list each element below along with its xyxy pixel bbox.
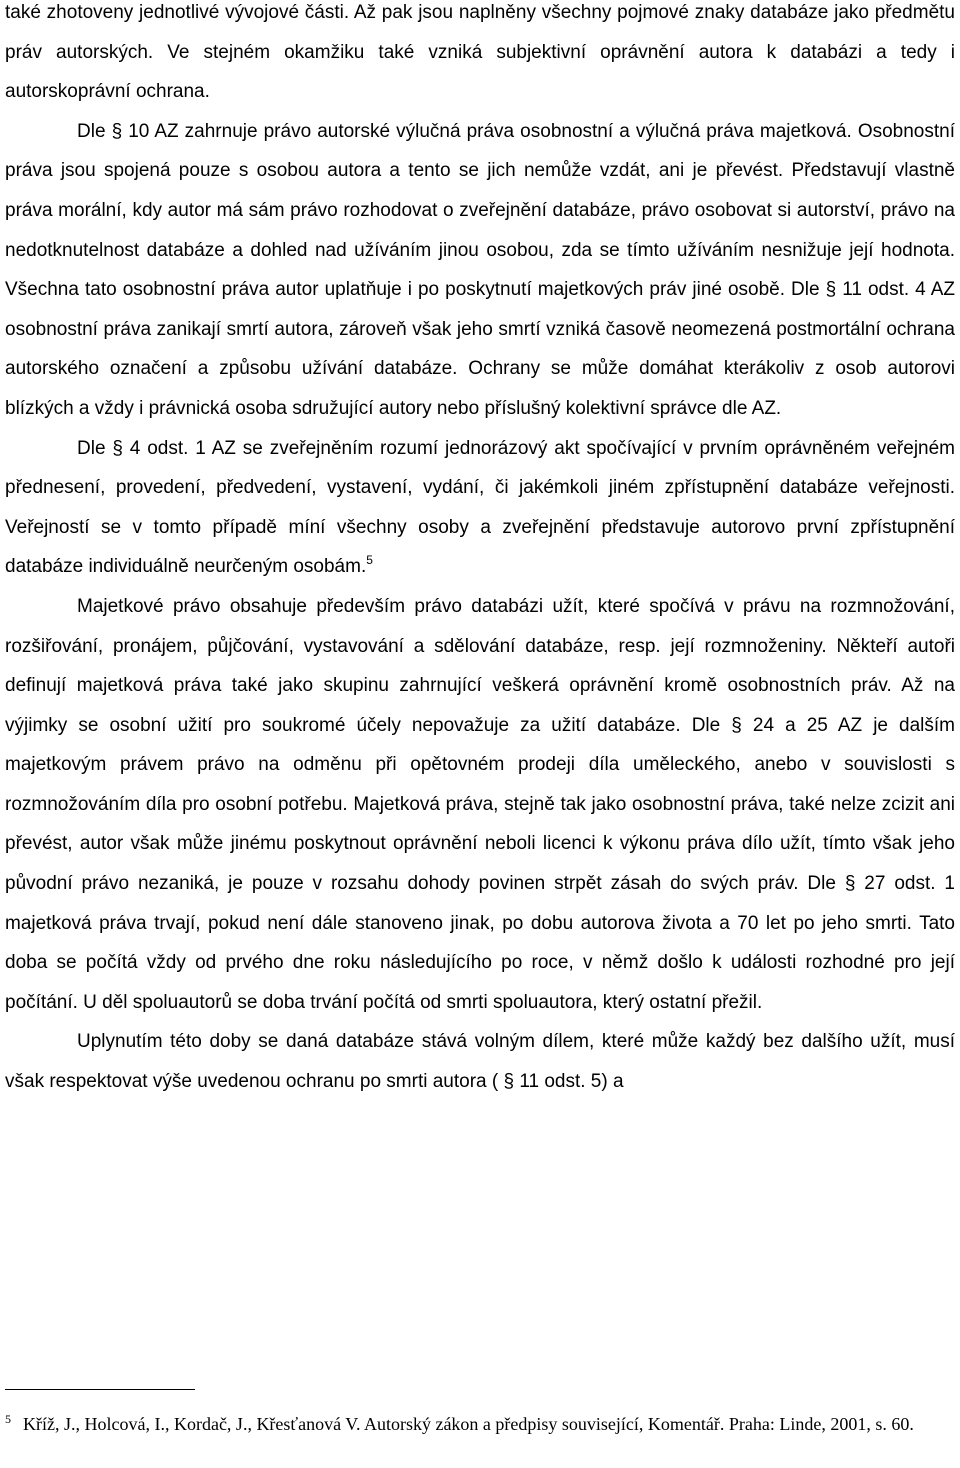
footnote-text: Kříž, J., Holcová, I., Kordač, J., Křesťanová V. Autorský zákon a předpisy související, Komentář. Praha: Linde, 2001, s. 60. [23, 1414, 914, 1434]
paragraph-4: Majetkové právo obsahuje především právo databázi užít, které spočívá v právu na rozmnožování, rozšiřování, pronájem, půjčování, vystavování a sdělování databáze, resp. její rozmnoženiny. Někteří autoři definují majetková práva také jako skupinu zahrnující veškerá oprávnění kromě osobnostních práv. Až na výjimky se osobní užití pro soukromé účely nepovažuje za užití databáze. Dle § 24 a 25 AZ je dalším majetkovým právem právo na odměnu při opětovném prodeji díla uměleckého, anebo v souvislosti s rozmnožováním díla pro osobní potřebu. Majetková práva, stejně tak jako osobnostní práva, také nelze zcizit ani převést, autor však může jinému poskytnout oprávnění neboli licenci k výkonu práva dílo užít, tímto však jeho původní právo nezaniká, je pouze v rozsahu dohody povinen strpět zásah do svých práv. Dle § 27 odst. 1 majetková práva trvají, pokud není dále stanoveno jinak, po dobu autorova života a 70 let po jeho smrti. Tato doba se počítá vždy od prvého dne roku následujícího po roce, v němž došlo k události rozhodné pro její počítání. U děl spoluautorů se doba trvání počítá od smrti spoluautora, který ostatní přežil. [5, 595, 955, 1013]
paragraph-3 [5, 429, 955, 587]
footnote-number: 5 [5, 1412, 11, 1426]
footnote-divider [5, 1389, 195, 1390]
paragraph-5: Uplynutím této doby se daná databáze stává volným dílem, které může každý bez dalšího užít, musí však respektovat výše uvedenou ochranu po smrti autora ( § 11 odst. 5) a [5, 1031, 955, 1093]
paragraph-2: Dle § 10 AZ zahrnuje právo autorské výlučná práva osobnostní a výlučná práva majetková. Osobnostní práva jsou spojená pouze s osobou autora a tento se jich nemůže vzdát, ani je převést. Představují vlastně práva morální, kdy autor má sám právo rozhodovat o zveřejnění databáze, právo osobovat si autorství, právo na nedotknutelnost databáze a dohled nad užíváním jinou osobou, zda se tímto užíváním nesnižuje její hodnota. Všechna tato osobnostní práva autor uplatňuje i po poskytnutí majetkových práv jiné osobě. Dle § 11 odst. 4 AZ osobnostní práva zanikají smrtí autora, zároveň však jeho smrtí vzniká časově neomezená postmortální ochrana autorského označení a způsobu užívání databáze. Ochrany se může domáhat kterákoliv z osob autorovi blízkých a vždy i právnická osoba sdružující autory nebo příslušný kolektivní správce dle AZ. [5, 120, 955, 419]
footnote-reference: 5 [366, 553, 373, 568]
body-text [5, 0, 955, 1102]
paragraph-1: také zhotoveny jednotlivé vývojové části. Až pak jsou naplněny všechny pojmové znaky databáze jako předmětu práv autorských. Ve stejném okamžiku také vzniká subjektivní oprávnění autora k databázi a tedy i autorskoprávní ochrana. [5, 2, 955, 103]
footnote [5, 1412, 955, 1436]
paragraph-3-text: Dle § 4 odst. 1 AZ se zveřejněním rozumí jednorázový akt spočívající v prvním oprávněném veřejném přednesení, provedení, předvedení, vystavení, vydání, či jakémkoli jiném zpřístupnění databáze veřejnosti. Veřejností se v tomto případě míní všechny osoby a zveřejnění představuje autorovo první zpřístupnění databáze individuálně neurčeným osobám. [5, 437, 955, 578]
